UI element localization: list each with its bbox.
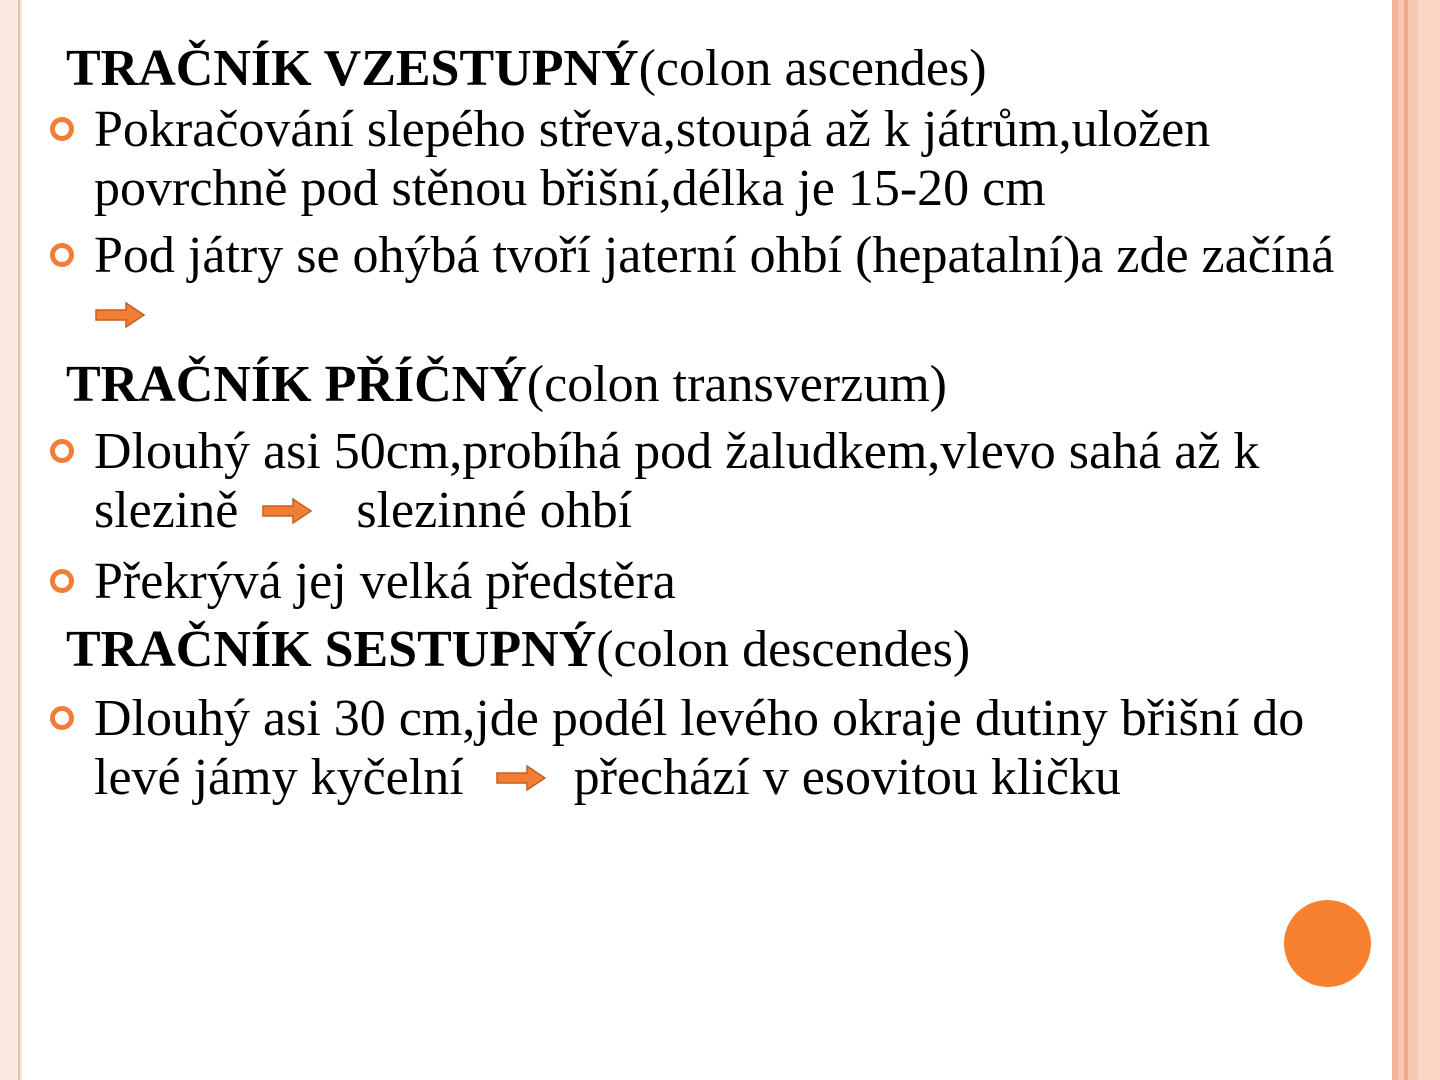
- bullet-circle-icon: [50, 569, 74, 593]
- bullet-item: [44, 100, 1394, 218]
- right-arrow-icon: [94, 301, 146, 329]
- bullet-item: [44, 552, 1394, 611]
- decorative-orange-circle: [1284, 900, 1371, 987]
- bullet-text-continuation: přechází v esovitou kličku: [573, 749, 1121, 806]
- bullet-circle-icon: [50, 117, 74, 141]
- bullet-text: Překrývá jej velká předstěra: [94, 553, 676, 610]
- right-frame-band: [1404, 0, 1408, 1080]
- bullet-text: Dlouhý asi 50cm,probíhá pod žaludkem,vlevo sahá až k slezině: [94, 423, 1260, 539]
- bullet-text: Pokračování slepého střeva,stoupá až k játrům,uložen povrchně pod stěnou břišní,délka je 15-20 cm: [94, 101, 1211, 217]
- section-heading-ascending: [66, 38, 1394, 100]
- heading-latin: (colon descendes): [596, 621, 971, 678]
- bullet-text: Dlouhý asi 30 cm,jde podél levého okraje dutiny břišní do levé jámy kyčelní: [94, 690, 1305, 806]
- heading-bold: TRAČNÍK VZESTUPNÝ: [66, 40, 639, 97]
- heading-bold: TRAČNÍK SESTUPNÝ: [66, 621, 597, 678]
- bullet-text: Pod játry se ohýbá tvoří jaterní ohbí (hepatalní)a zde začíná: [94, 227, 1335, 284]
- right-arrow-icon: [261, 497, 313, 525]
- bullet-circle-icon: [50, 243, 74, 267]
- bullet-text-continuation: slezinné ohbí: [356, 482, 633, 539]
- heading-bold: TRAČNÍK PŘÍČNÝ: [66, 356, 527, 413]
- right-arrow-icon: [495, 764, 547, 792]
- bullet-item: [44, 422, 1394, 540]
- left-frame-border: [0, 0, 22, 1080]
- bullet-item: [44, 226, 1394, 344]
- bullet-item: [44, 689, 1394, 807]
- bullet-circle-icon: [50, 439, 74, 463]
- bullet-circle-icon: [50, 706, 74, 730]
- heading-latin: (colon transverzum): [526, 356, 947, 413]
- section-heading-descending: [66, 619, 1394, 681]
- slide-content: [44, 38, 1394, 807]
- heading-latin: (colon ascendes): [638, 40, 987, 97]
- section-heading-transverse: [66, 354, 1394, 416]
- left-frame-line: [18, 0, 20, 1080]
- right-frame-band: [1418, 0, 1440, 1080]
